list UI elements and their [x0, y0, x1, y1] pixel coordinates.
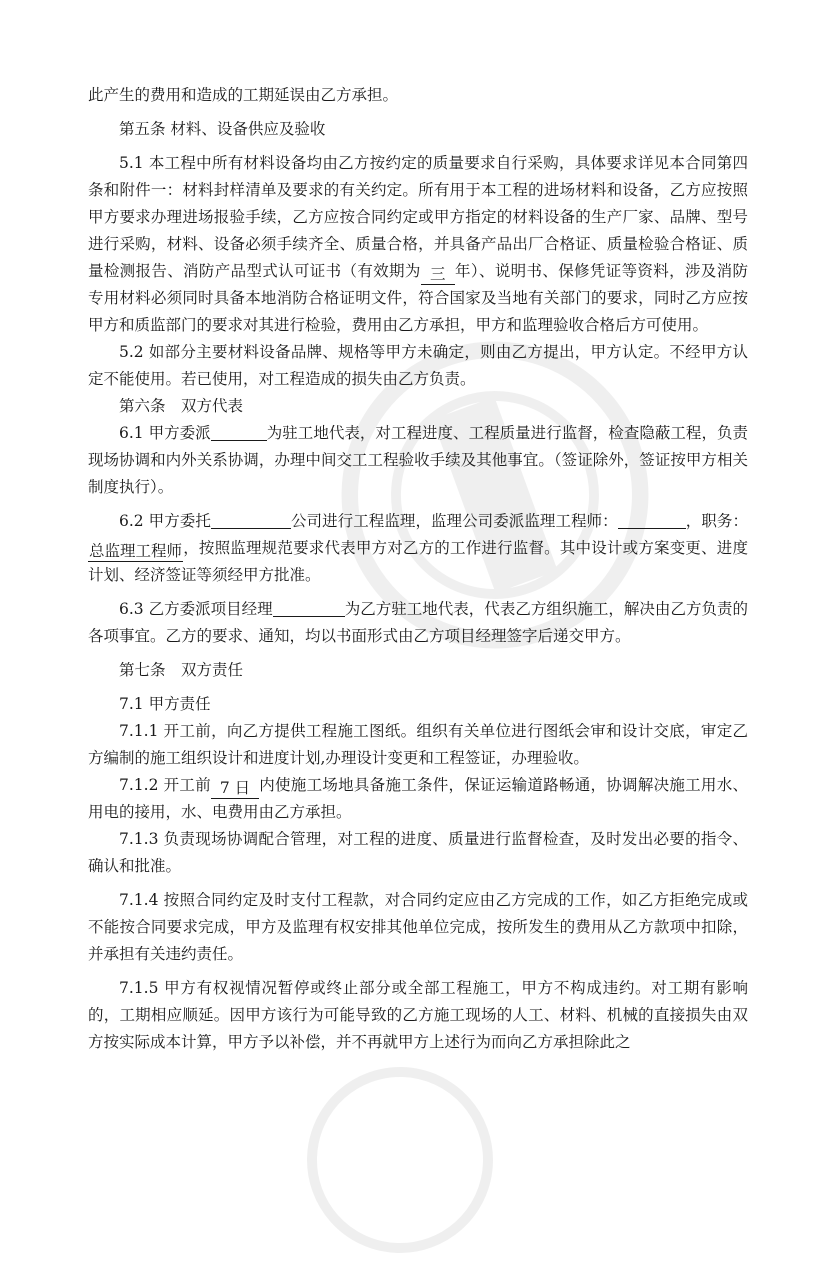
paragraph-continuation: 此产生的费用和造成的工期延误由乙方承担。 [88, 86, 399, 104]
validity-period-field: 三 [421, 264, 455, 285]
supervision-company-blank [211, 508, 291, 529]
clause-6-1-text-a: 6.1 甲方委派 [119, 424, 211, 442]
supervision-engineer-blank [618, 508, 686, 529]
clause-7-1-2-text-a: 7.1.2 开工前 [119, 776, 211, 794]
clause-5-2: 5.2 如部分主要材料设备品牌、规格等甲方未确定，则由乙方提出，甲方认定。不经甲方认定不能使用。若已使用，对工程造成的损失由乙方负责。 [88, 343, 748, 388]
clause-7-1-2 [88, 772, 748, 826]
article-5-title: 第五条 材料、设备供应及验收 [119, 120, 326, 138]
clause-6-2-text-c: ，职务： [685, 512, 748, 530]
clause-6-2-text-a: 6.2 甲方委托 [119, 512, 211, 530]
days-field: 7 日 [211, 778, 259, 799]
clause-7-1-3: 7.1.3 负责现场协调配合管理，对工程的进度、质量进行监督检查，及时发出必要的指令、确认和批准。 [88, 830, 748, 875]
clause-6-2-text-d: ，按照监理规范要求代表甲方对乙方的工作进行监督。其中设计或方案变更、进度计划、经济签证等须经甲方批准。 [88, 539, 748, 584]
watermark-seal-icon-bottom [272, 1032, 528, 1288]
party-a-representative-blank [211, 420, 267, 441]
clause-6-3 [88, 596, 748, 650]
clause-7-1-1: 7.1.1 开工前，向乙方提供工程施工图纸。组织有关单位进行图纸会审和设计交底，审定乙方编制的施工组织设计和进度计划,办理设计变更和工程签证，办理验收。 [88, 722, 748, 767]
position-field: 总监理工程师 [89, 542, 183, 560]
project-manager-blank [273, 596, 345, 617]
clause-6-3-text-a: 6.3 乙方委派项目经理 [119, 600, 273, 618]
clause-6-2-text-b: 公司进行工程监理，监理公司委派监理工程师： [290, 512, 618, 530]
clause-5-1-text-a: 5.1 本工程中所有材料设备均由乙方按约定的质量要求自行采购，具体要求详见本合同第四条和附件一：材料封样清单及要求的有关约定。所有用于本工程的进场材料和设备，乙方应按照甲方要求办理进场报验手续，乙方应按合同约定或甲方指定的材料设备的生产厂家、品牌、型号进行采购，材料、设备必须手续齐全、质量合格，并具备产品出厂合格证、质量检验合格证、质量检测报告、消防产品型式认可证书（有效期为 [88, 154, 748, 280]
clause-6-1-text-b: 为驻工地代表，对工程进度、工程质量进行监督，检查隐蔽工程，负责现场协调和内外关系协调，办理中间交工工程验收手续及其他事宜。（签证除外，签证按甲方相关制度执行）。 [88, 424, 749, 496]
clause-7-1: 7.1 甲方责任 [119, 695, 211, 713]
clause-6-1 [88, 420, 748, 501]
clause-7-1-2-text-b: 内使施工场地具备施工条件，保证运输道路畅通，协调解决施工用水、用电的接用，水、电费用由乙方承担。 [88, 776, 748, 821]
document-body [88, 82, 748, 1056]
clause-5-1-text-b: 年）、说明书、保修凭证等资料，涉及消防专用材料必须同时具备本地消防合格证明文件，符合国家及当地有关部门的要求，同时乙方应按甲方和质监部门的要求对其进行检验，费用由乙方承担，甲方和监理验收合格后方可使用。 [88, 262, 748, 334]
article-7-title: 第七条 双方责任 [119, 661, 244, 679]
clause-6-3-text-b: 为乙方驻工地代表，代表乙方组织施工，解决由乙方负责的各项事宜。乙方的要求、通知，均以书面形式由乙方项目经理签字后递交甲方。 [88, 600, 748, 645]
clause-7-1-4: 7.1.4 按照合同约定及时支付工程款，对合同约定应由乙方完成的工作，如乙方拒绝完成或不能按合同要求完成，甲方及监理有权安排其他单位完成，按所发生的费用从乙方款项中扣除，并承担有关违约责任。 [88, 891, 748, 963]
clause-5-1 [88, 150, 748, 339]
clause-6-2 [88, 508, 748, 589]
clause-7-1-5: 7.1.5 甲方有权视情况暂停或终止部分或全部工程施工，甲方不构成违约。对工期有影响的，工期相应顺延。因甲方该行为可能导致的乙方施工现场的人工、材料、机械的直接损失由双方按实际成本计算，甲方予以补偿，并不再就甲方上述行为而向乙方承担除此之 [88, 979, 748, 1051]
article-6-title: 第六条 双方代表 [119, 397, 244, 415]
